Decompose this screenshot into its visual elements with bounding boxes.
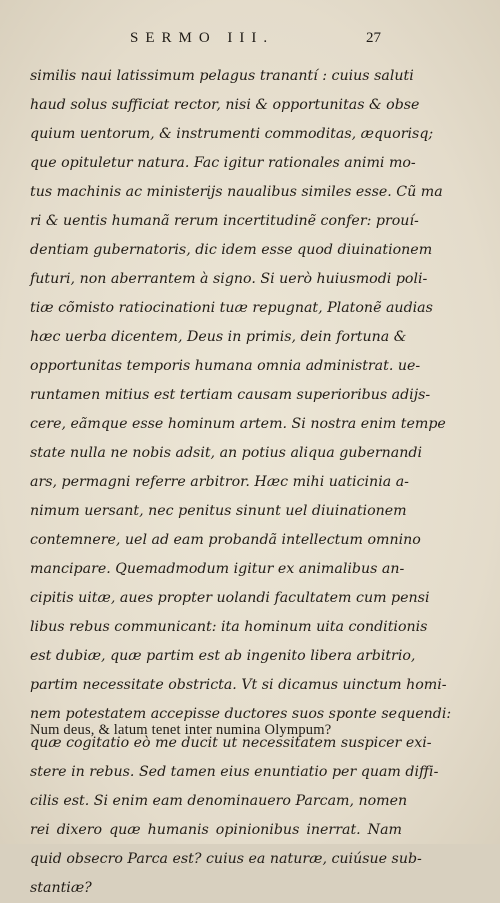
text-line: cilis est. Si enim eam denominauero Parcam, nomen [30,793,408,809]
verse-line: Num deus, & latum tenet inter numina Olympum? [30,722,332,738]
text-line: state nulla ne nobis adsit, an potius aliqua gubernandi [30,445,423,461]
text-line: cere, eãmque esse hominum artem. Si nostra enim tempe [30,416,446,432]
text-line: quium uentorum, & instrumenti commoditas, æquorisq; [30,126,434,142]
text-line: tus machinis ac ministerijs naualibus similes esse. Cũ ma [30,184,443,200]
text-line: cipitis uitæ, aues propter uolandi facultatem cum pensi [30,590,430,606]
text-line: futuri, non aberrantem à signo. Si uerò huiusmodi poli- [30,271,428,287]
text-line: libus rebus communicant: ita hominum uita conditionis [30,619,428,635]
running-head: SERMO III. [130,30,275,46]
text-line: partim necessitate obstricta. Vt si dicamus uinctum homi- [30,677,447,693]
text-line: tiæ cõmisto ratiocinationi tuæ repugnat, Platonẽ audias [30,300,433,316]
page-number: 27 [366,30,381,46]
text-line: ars, permagni referre arbitror. Hæc mihi uaticinia a- [30,474,409,490]
text-line: mancipare. Quemadmodum igitur ex animalibus an- [30,561,405,577]
text-line: haud solus sufficiat rector, nisi & opportunitas & obse [30,97,420,113]
text-line: quid obsecro Parca est? cuius ea naturæ, cuiúsue sub- [30,851,422,867]
text-line: runtamen mitius est tertiam causam superioribus adijs- [30,387,431,403]
text-line: similis naui latissimum pelagus tranantí : cuius saluti [30,68,414,84]
text-line: opportunitas temporis humana omnia administrat. ue- [30,358,421,374]
text-line: stantiæ? [30,880,92,896]
body-text [30,62,452,903]
text-line: que opituletur natura. Fac igitur rationales animi mo- [30,155,416,171]
text-line: contemnere, uel ad eam probandã intellectum omnino [30,532,421,548]
text-line: dentiam gubernatoris, dic idem esse quod diuinationem [30,242,433,258]
text-line: ri & uentis humanã rerum incertitudinẽ confer: prouí- [30,213,419,229]
text-line: nimum uersant, nec penitus sinunt uel diuinationem [30,503,407,519]
text-line: rei dixero quæ humanis opinionibus inerrat. Nam [30,822,402,838]
text-line: nem potestatem accepisse ductores suos sponte sequendi: [30,706,452,722]
text-line: hæc uerba dicentem, Deus in primis, dein fortuna & [30,329,407,345]
text-line: stere in rebus. Sed tamen eius enuntiatio per quam diffi- [30,764,439,780]
text-line: quæ cogitatio eò me ducit ut necessitatem suspicer exi- [30,735,432,751]
page-header [0,30,500,52]
text-line: est dubiæ, quæ partim est ab ingenito libera arbitrio, [30,648,416,664]
